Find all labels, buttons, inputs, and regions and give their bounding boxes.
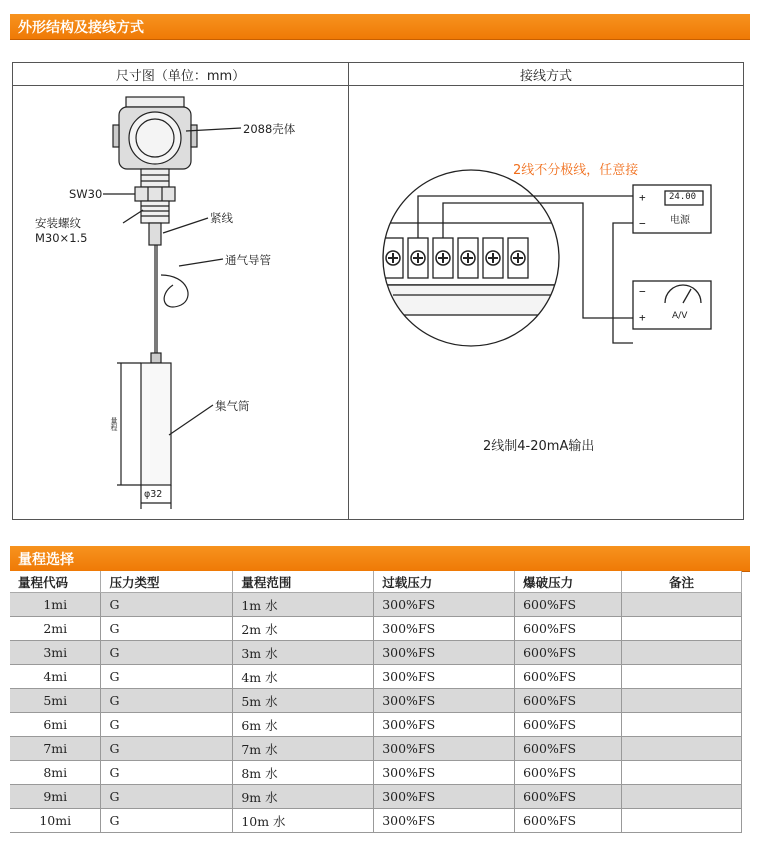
cell-burst: 600%FS <box>515 761 622 785</box>
cell-overload: 300%FS <box>374 761 515 785</box>
table-row <box>10 761 742 785</box>
cell-type: G <box>101 665 233 689</box>
header-burst: 爆破压力 <box>515 571 622 593</box>
section-title: 量程选择 <box>18 552 74 568</box>
table-row <box>10 785 742 809</box>
cell-code: 7mi <box>10 737 101 761</box>
range-table <box>10 571 742 833</box>
cell-remark <box>622 809 742 833</box>
cell-burst: 600%FS <box>515 713 622 737</box>
cell-overload: 300%FS <box>374 737 515 761</box>
svg-text:−: − <box>639 285 646 298</box>
table-header-row <box>10 571 742 593</box>
cell-overload: 300%FS <box>374 713 515 737</box>
svg-text:+: + <box>639 191 646 204</box>
cell-code: 4mi <box>10 665 101 689</box>
length-mark: 量程 <box>110 417 118 431</box>
cell-overload: 300%FS <box>374 593 515 617</box>
cell-burst: 600%FS <box>515 641 622 665</box>
cell-remark <box>622 785 742 809</box>
table-row <box>10 689 742 713</box>
cell-code: 3mi <box>10 641 101 665</box>
cell-remark <box>622 737 742 761</box>
wiring-caption: 2线制4-20mA输出 <box>483 439 595 454</box>
section-title: 外形结构及接线方式 <box>18 20 144 36</box>
section-header-range <box>10 546 750 572</box>
cell-remark <box>622 665 742 689</box>
table-row <box>10 809 742 833</box>
svg-text:−: − <box>639 217 646 230</box>
cell-type: G <box>101 593 233 617</box>
cell-burst: 600%FS <box>515 737 622 761</box>
cell-type: G <box>101 785 233 809</box>
cell-range: 9m 水 <box>233 785 374 809</box>
wiring-note: 2线不分极线，任意接 <box>513 163 639 178</box>
cell-remark <box>622 617 742 641</box>
cell-type: G <box>101 641 233 665</box>
cell-burst: 600%FS <box>515 809 622 833</box>
supply-display: 24.00 <box>669 192 697 202</box>
cell-code: 10mi <box>10 809 101 833</box>
table-row <box>10 665 742 689</box>
cell-range: 2m 水 <box>233 617 374 641</box>
thread-size: M30×1.5 <box>35 231 88 245</box>
cell-code: 9mi <box>10 785 101 809</box>
header-range: 量程范围 <box>233 571 374 593</box>
header-overload: 过载压力 <box>374 571 515 593</box>
cell-range: 10m 水 <box>233 809 374 833</box>
cell-type: G <box>101 713 233 737</box>
table-row <box>10 713 742 737</box>
meter-label: A/V <box>672 311 688 321</box>
cell-burst: 600%FS <box>515 689 622 713</box>
housing-label: 2088壳体 <box>243 122 296 136</box>
tighten-label: 紧线 <box>210 211 233 225</box>
diameter-label: φ32 <box>144 489 163 500</box>
cell-remark <box>622 689 742 713</box>
cell-remark <box>622 641 742 665</box>
cell-burst: 600%FS <box>515 665 622 689</box>
cell-type: G <box>101 809 233 833</box>
cell-code: 5mi <box>10 689 101 713</box>
cell-overload: 300%FS <box>374 689 515 713</box>
table-row <box>10 737 742 761</box>
cell-range: 5m 水 <box>233 689 374 713</box>
cell-range: 8m 水 <box>233 761 374 785</box>
cell-burst: 600%FS <box>515 785 622 809</box>
diagram-frame <box>12 62 744 520</box>
header-code: 量程代码 <box>10 571 101 593</box>
cell-overload: 300%FS <box>374 785 515 809</box>
cell-range: 4m 水 <box>233 665 374 689</box>
vent-tube-label: 通气导管 <box>225 253 271 267</box>
wiring-header: 接线方式 <box>519 69 572 84</box>
header-remark: 备注 <box>622 571 742 593</box>
supply-label: 电源 <box>670 215 690 226</box>
cell-overload: 300%FS <box>374 641 515 665</box>
svg-text:+: + <box>639 311 646 324</box>
cell-code: 8mi <box>10 761 101 785</box>
cell-code: 2mi <box>10 617 101 641</box>
cell-range: 7m 水 <box>233 737 374 761</box>
cell-overload: 300%FS <box>374 809 515 833</box>
cell-remark <box>622 713 742 737</box>
cell-burst: 600%FS <box>515 617 622 641</box>
table-row <box>10 641 742 665</box>
cell-type: G <box>101 737 233 761</box>
cell-overload: 300%FS <box>374 665 515 689</box>
table-row <box>10 593 742 617</box>
cylinder-label: 集气筒 <box>215 399 250 413</box>
section-header-structure <box>10 14 750 40</box>
cell-type: G <box>101 689 233 713</box>
cell-range: 3m 水 <box>233 641 374 665</box>
cell-code: 6mi <box>10 713 101 737</box>
table-row <box>10 617 742 641</box>
cell-remark <box>622 761 742 785</box>
cell-remark <box>622 593 742 617</box>
cell-range: 6m 水 <box>233 713 374 737</box>
dimension-header: 尺寸图（单位：mm） <box>115 69 246 84</box>
header-pressure-type: 压力类型 <box>101 571 233 593</box>
wiring-diagram <box>13 63 743 519</box>
cell-overload: 300%FS <box>374 617 515 641</box>
cell-type: G <box>101 761 233 785</box>
cell-code: 1mi <box>10 593 101 617</box>
cell-burst: 600%FS <box>515 593 622 617</box>
thread-label: 安装螺纹 <box>35 216 81 230</box>
sw-label: SW30 <box>69 187 103 201</box>
cell-type: G <box>101 617 233 641</box>
cell-range: 1m 水 <box>233 593 374 617</box>
